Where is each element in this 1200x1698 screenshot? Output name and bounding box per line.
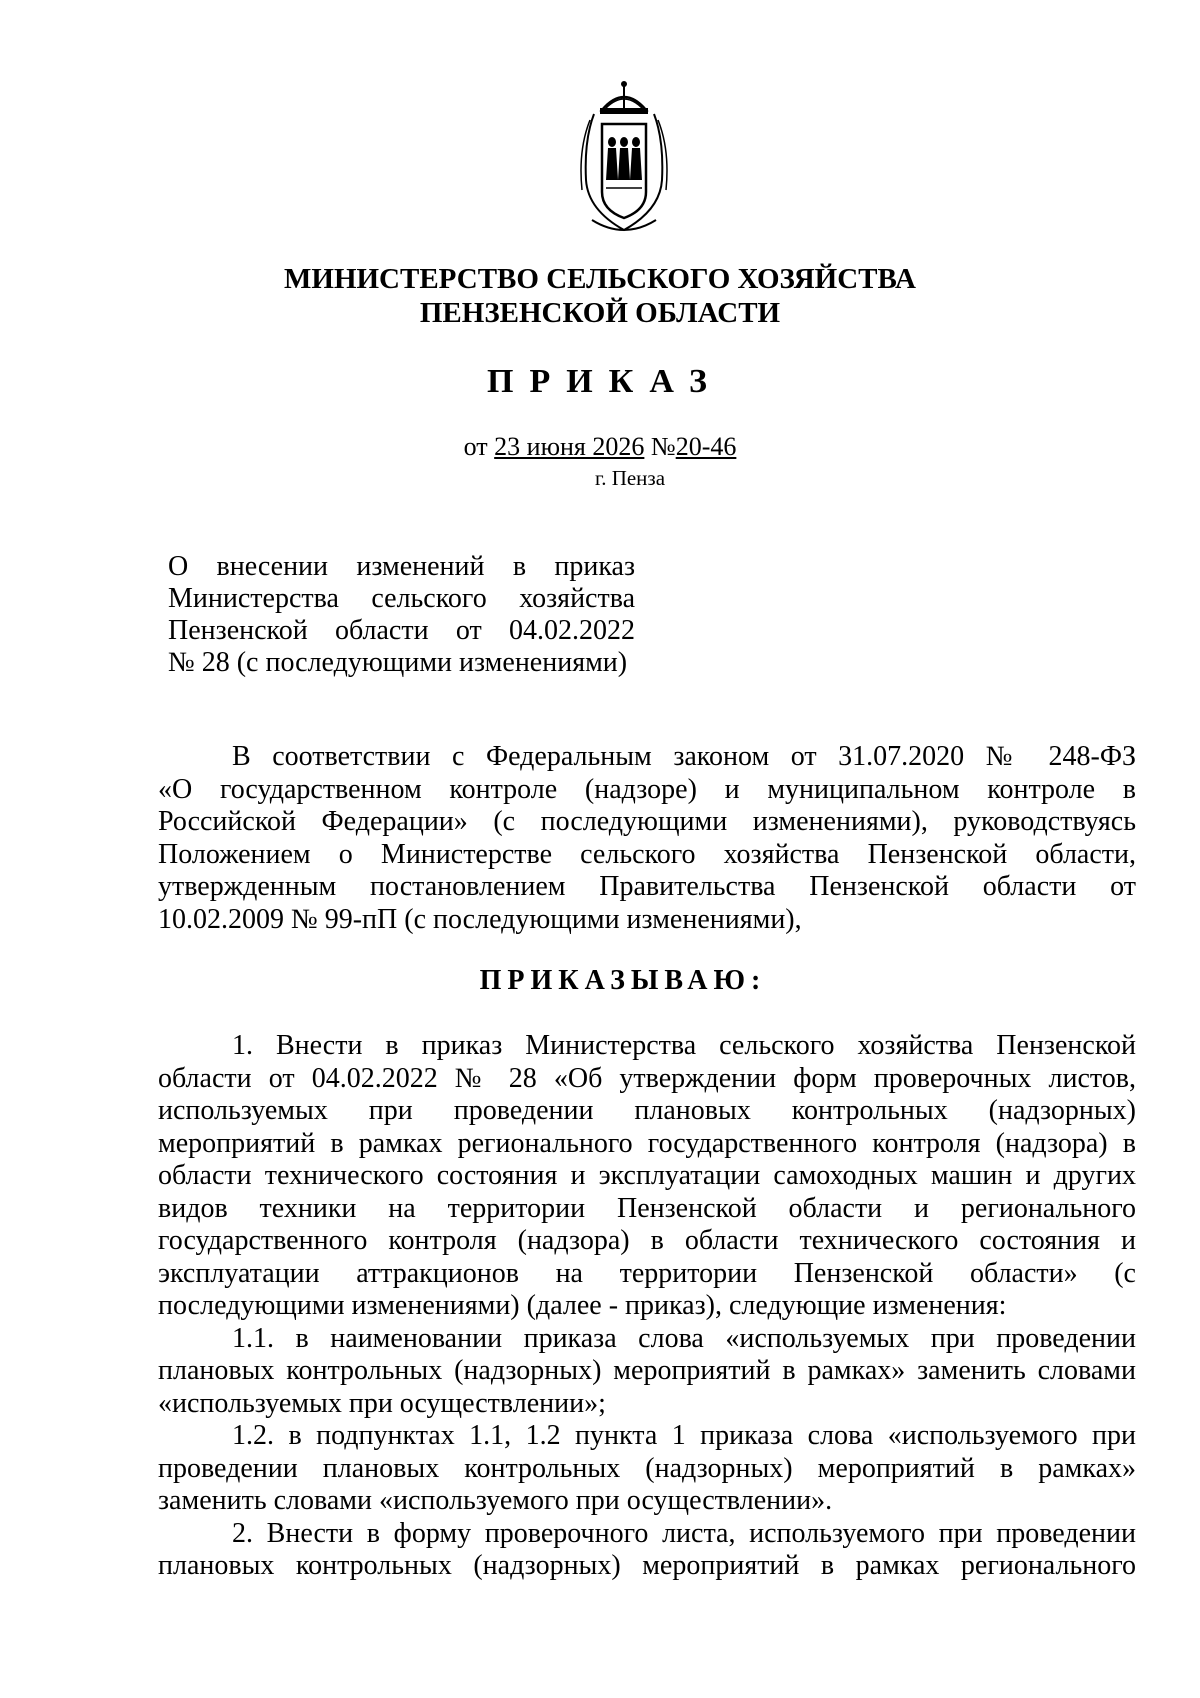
item-line: области технического состояния и эксплуатации самоходных машин и других (158, 1160, 1136, 1191)
item-line: плановых контрольных (надзорных) мероприятий в рамках» заменить словами (158, 1355, 1136, 1386)
item-line: 1.2. в подпунктах 1.1, 1.2 пункта 1 приказа слова «используемого при (232, 1420, 1136, 1451)
document-date: 23 июня 2026 (494, 432, 645, 461)
order-heading: ПРИКАЗЫВАЮ: (479, 965, 767, 996)
item-line: видов техники на территории Пензенской области и регионального (158, 1192, 1136, 1224)
ministry-name-line-2: ПЕНЗЕНСКОЙ ОБЛАСТИ (419, 297, 781, 329)
item-line: эксплуатации аттракционов на территории Пензенской области» (с (158, 1257, 1136, 1289)
preamble-line: 10.02.2009 № 99-пП (с последующими изменениями), (158, 903, 802, 935)
city-name: г. Пенза (594, 466, 666, 490)
date-prefix: от (463, 432, 488, 461)
item-line: плановых контрольных (надзорных) мероприятий в рамках регионального (158, 1550, 1136, 1581)
coat-of-arms-icon (564, 80, 684, 240)
item-line: 2. Внести в форму проверочного листа, используемого при проведении (232, 1517, 1136, 1549)
item-line: 1. Внести в приказ Министерства сельского хозяйства Пензенской (232, 1030, 1136, 1061)
document-number: 20-46 (675, 432, 737, 461)
date-number-line (0, 432, 1200, 462)
item-line: заменить словами «используемого при осуществлении». (158, 1485, 833, 1516)
preamble-line: Положением о Министерстве сельского хозяйства Пензенской области, (158, 838, 1136, 870)
preamble-paragraph (158, 741, 1136, 936)
document-type-title: ПРИКАЗ (487, 363, 723, 400)
subject-line: Министерства сельского хозяйства (168, 583, 635, 614)
order-items (158, 1030, 1136, 1583)
item-line: мероприятий в рамках регионального государственного контроля (надзора) в (158, 1127, 1136, 1159)
item-line: области от 04.02.2022 № 28 «Об утверждении форм проверочных листов, (158, 1062, 1136, 1094)
preamble-line: «О государственном контроле (надзоре) и муниципальном контроле в (158, 773, 1136, 805)
ministry-name-line-1: МИНИСТЕРСТВО СЕЛЬСКОГО ХОЗЯЙСТВА (284, 263, 916, 295)
item-line: используемых при проведении плановых контрольных (надзорных) (158, 1095, 1136, 1126)
preamble-line: В соответствии с Федеральным законом от 31.07.2020 № 248-ФЗ (232, 741, 1136, 772)
subject-line: О внесении изменений в приказ (168, 551, 635, 582)
item-line: государственного контроля (надзора) в области технического состояния и (158, 1225, 1136, 1256)
preamble-line: утвержденным постановлением Правительства Пензенской области от (158, 871, 1136, 902)
item-line: «используемых при осуществлении»; (158, 1387, 606, 1419)
item-line: проведении плановых контрольных (надзорных) мероприятий в рамках» (158, 1452, 1136, 1484)
number-sign: № (650, 432, 676, 461)
item-line: 1.1. в наименовании приказа слова «используемых при проведении (232, 1322, 1136, 1354)
subject-line: Пензенской области от 04.02.2022 (168, 615, 635, 646)
item-line: последующими изменениями) (далее - приказ), следующие изменения: (158, 1290, 1007, 1321)
preamble-line: Российской Федерации» (с последующими изменениями), руководствуясь (158, 806, 1136, 837)
subject-line: № 28 (с последующими изменениями) (168, 647, 628, 678)
document-subject (168, 551, 635, 679)
